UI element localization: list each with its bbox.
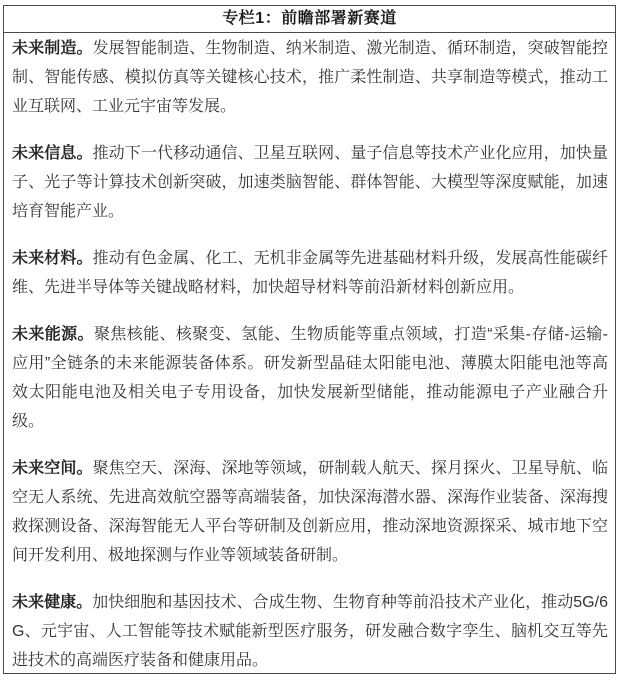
paragraph-text: 加快细胞和基因技术、合成生物、生物育种等前沿技术产业化，推动5G/6G、元宇宙、人工智能等技术赋能新型医疗服务，研发融合数字孪生、脑机交互等先进技术的高端医疗装备和健康用品。 <box>12 594 608 669</box>
paragraph-text: 聚焦核能、核聚变、氢能、生物质能等重点领域，打造“采集-存储-运输-应用”全链条的未来能源装备体系。研发新型晶硅太阳能电池、薄膜太阳能电池等高效太阳能电池及相关电子专用设备，加快发展新型储能，推动能源电子产业融合升级。 <box>12 326 608 430</box>
paragraph-text: 推动下一代移动通信、卫星互联网、量子信息等技术产业化应用，加快量子、光子等计算技术创新突破，加速类脑智能、群体智能、大模型等深度赋能，加速培育智能产业。 <box>12 145 608 220</box>
paragraph-future-materials <box>12 244 608 302</box>
paragraph-future-health <box>12 588 608 675</box>
column-body <box>4 33 615 675</box>
paragraph-lead: 未来能源。 <box>12 326 94 343</box>
paragraph-lead: 未来制造。 <box>12 40 93 57</box>
paragraph-future-space <box>12 454 608 570</box>
paragraph-future-energy <box>12 320 608 436</box>
paragraph-text: 推动有色金属、化工、无机非金属等先进基础材料升级，发展高性能碳纤维、先进半导体等关键战略材料，加快超导材料等前沿新材料创新应用。 <box>12 250 608 296</box>
column-title: 专栏1：前瞻部署新赛道 <box>4 6 615 33</box>
column-box <box>3 5 616 674</box>
paragraph-future-manufacturing <box>12 34 608 121</box>
paragraph-lead: 未来材料。 <box>12 250 93 267</box>
paragraph-text: 聚焦空天、深海、深地等领域，研制载人航天、探月探火、卫星导航、临空无人系统、先进高效航空器等高端装备，加快深海潜水器、深海作业装备、深海搜救探测设备、深海智能无人平台等研制及创新应用，推动深地资源探采、城市地下空间开发利用、极地探测与作业等领域装备研制。 <box>12 460 608 564</box>
paragraph-future-information <box>12 139 608 226</box>
paragraph-lead: 未来信息。 <box>12 145 93 162</box>
paragraph-lead: 未来健康。 <box>12 594 93 611</box>
paragraph-lead: 未来空间。 <box>12 460 93 477</box>
paragraph-text: 发展智能制造、生物制造、纳米制造、激光制造、循环制造，突破智能控制、智能传感、模拟仿真等关键核心技术，推广柔性制造、共享制造等模式，推动工业互联网、工业元宇宙等发展。 <box>12 40 608 115</box>
